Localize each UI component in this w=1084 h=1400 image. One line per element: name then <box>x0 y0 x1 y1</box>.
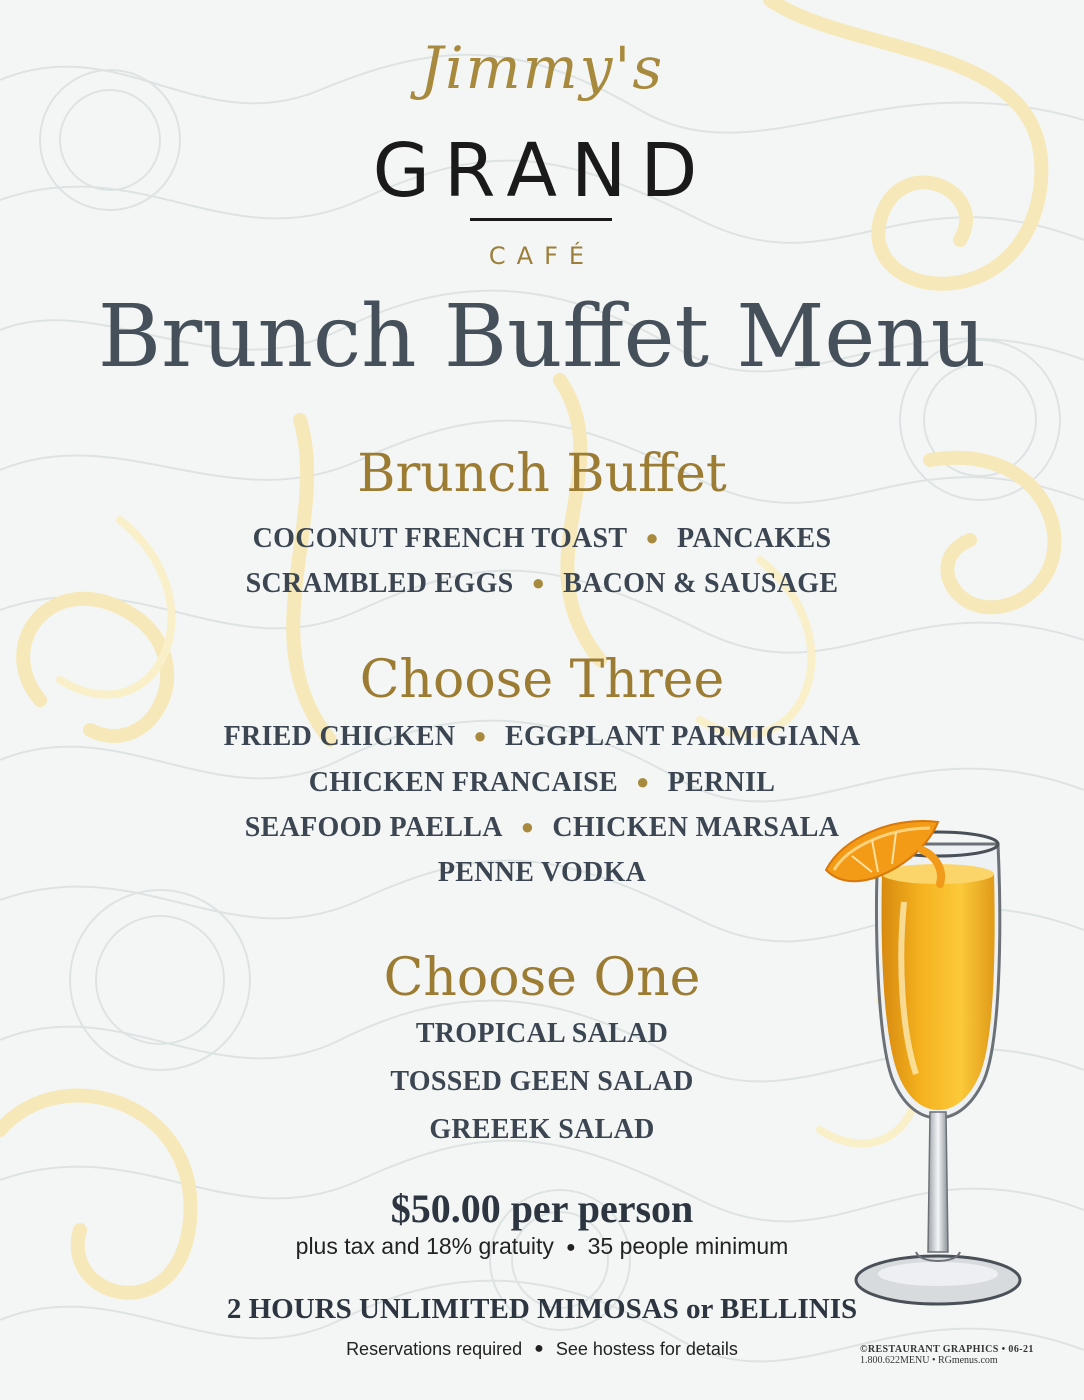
menu-row <box>0 516 1084 561</box>
mimosa-glass-icon <box>812 812 1030 1322</box>
hostess-note: See hostess for details <box>555 1339 738 1359</box>
menu-item: CHICKEN FRANCAISE <box>308 766 619 798</box>
menu-item: EGGPLANT PARMIGIANA <box>504 721 861 752</box>
printer-credit <box>860 1344 1050 1366</box>
logo-divider <box>470 218 612 221</box>
menu-item: PENNE VODKA <box>437 856 647 888</box>
credit-line-2: 1.800.622MENU • RGmenus.com <box>860 1355 998 1366</box>
menu-item: TOSSED GEEN SALAD <box>390 1066 694 1097</box>
section-title-choose-one: Choose One <box>383 948 701 1008</box>
gratuity-note: plus tax and 18% gratuity <box>295 1233 554 1259</box>
bullet-icon: ● <box>645 525 659 550</box>
section-title-choose-three: Choose Three <box>359 650 725 710</box>
menu-item: FRIED CHICKEN <box>223 721 456 752</box>
credit-line-1: ©RESTAURANT GRAPHICS • 06-21 <box>860 1344 1034 1355</box>
restaurant-subtitle: CAFÉ <box>488 242 596 270</box>
menu-row <box>0 714 1084 760</box>
menu-item: COCONUT FRENCH TOAST <box>252 523 628 554</box>
price: $50.00 per person <box>390 1186 694 1231</box>
menu-row <box>0 760 1084 806</box>
brunch-buffet-items <box>0 516 1084 606</box>
menu-item: SCRAMBLED EGGS <box>245 568 514 599</box>
bullet-icon: ● <box>520 814 535 839</box>
minimum-note: 35 people minimum <box>587 1233 789 1259</box>
reservation-required: Reservations required <box>346 1339 523 1359</box>
restaurant-script-name: Jimmy's <box>419 34 665 102</box>
menu-item: SEAFOOD PAELLA <box>244 812 503 843</box>
bullet-icon: ● <box>531 570 546 595</box>
bullet-icon: ● <box>534 1340 544 1357</box>
menu-item: GREEEK SALAD <box>429 1114 655 1145</box>
menu-item: CHICKEN MARSALA <box>552 812 840 843</box>
menu-item: TROPICAL SALAD <box>415 1018 669 1049</box>
bullet-icon: ● <box>636 768 650 794</box>
menu-item: PANCAKES <box>677 523 832 554</box>
bullet-icon: ● <box>473 723 487 748</box>
section-title-brunch-buffet: Brunch Buffet <box>357 444 727 504</box>
mimosas-offer: 2 HOURS UNLIMITED MIMOSAS or BELLINIS <box>226 1293 858 1325</box>
bullet-icon: ● <box>565 1239 576 1256</box>
menu-title: Brunch Buffet Menu <box>97 287 987 387</box>
menu-row <box>0 561 1084 606</box>
menu-item: BACON & SAUSAGE <box>563 568 839 599</box>
menu-item: PERNIL <box>667 766 776 798</box>
restaurant-name: GRAND <box>372 128 712 214</box>
